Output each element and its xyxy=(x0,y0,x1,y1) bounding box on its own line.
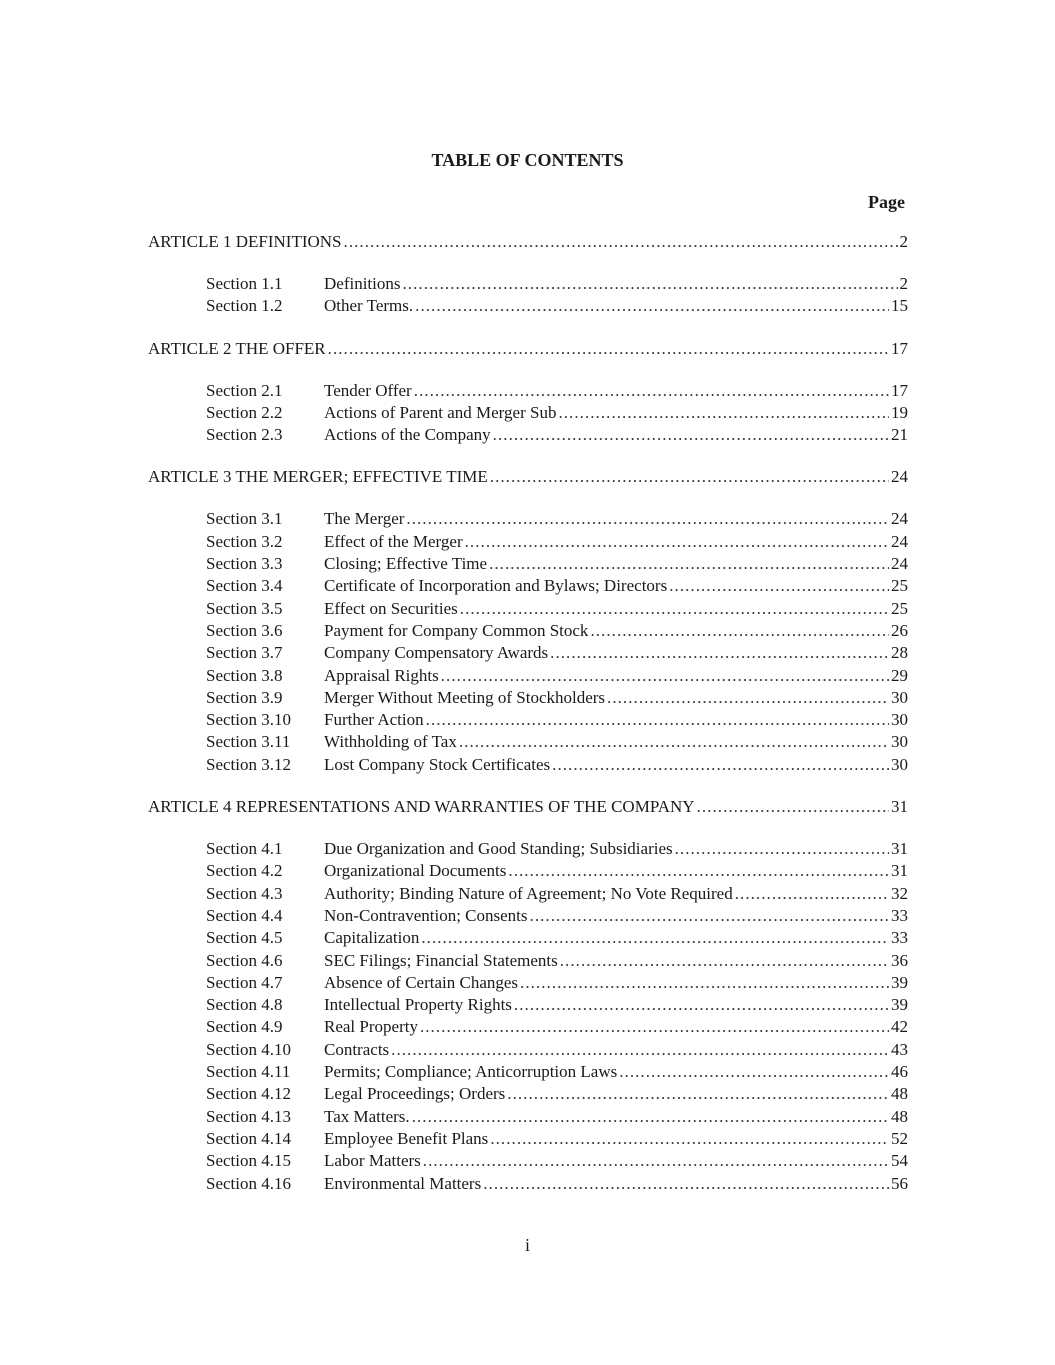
section-page-number: 25 xyxy=(891,598,908,618)
dot-leader xyxy=(441,666,889,686)
section-number: Section 3.7 xyxy=(206,643,283,663)
section-title: Environmental Matters xyxy=(324,1173,482,1193)
section-title: Permits; Compliance; Anticorruption Laws xyxy=(324,1062,618,1082)
toc-section-entry[interactable] xyxy=(206,1017,908,1039)
dot-leader xyxy=(552,755,889,775)
section-page-number: 31 xyxy=(891,839,908,859)
dot-leader xyxy=(619,1062,889,1082)
dot-leader xyxy=(465,532,889,552)
dot-leader xyxy=(328,339,889,359)
section-page-number: 36 xyxy=(891,950,908,970)
dot-leader xyxy=(697,797,889,817)
section-page-number: 39 xyxy=(891,972,908,992)
section-page-number: 56 xyxy=(891,1173,908,1193)
section-title: Actions of the Company xyxy=(324,425,491,445)
section-title: SEC Filings; Financial Statements xyxy=(324,950,558,970)
section-title: Absence of Certain Changes xyxy=(324,972,519,992)
toc-section-entry[interactable] xyxy=(206,1151,908,1173)
dot-leader xyxy=(508,861,889,881)
section-number: Section 3.4 xyxy=(206,576,283,596)
section-title: Intellectual Property Rights xyxy=(324,995,512,1015)
section-page-number: 25 xyxy=(891,576,908,596)
page-column-label: Page xyxy=(868,192,905,212)
section-page-number: 21 xyxy=(891,425,908,445)
toc-section-entry[interactable] xyxy=(206,906,908,928)
section-number: Section 2.3 xyxy=(206,425,283,445)
article-title: ARTICLE 4 REPRESENTATIONS AND WARRANTIES OF THE COMPANY xyxy=(148,797,695,817)
section-number: Section 4.16 xyxy=(206,1173,291,1193)
toc-section-entry[interactable] xyxy=(206,839,908,861)
section-number: Section 3.9 xyxy=(206,687,283,707)
section-number: Section 4.14 xyxy=(206,1128,291,1148)
toc-section-entry[interactable] xyxy=(206,425,908,447)
section-title: Contracts xyxy=(324,1039,390,1059)
article-page-number: 24 xyxy=(891,467,908,487)
toc-section-entry[interactable] xyxy=(206,928,908,950)
toc-section-entry[interactable] xyxy=(206,599,908,621)
section-number: Section 4.7 xyxy=(206,972,283,992)
dot-leader xyxy=(344,232,898,252)
section-title: Capitalization xyxy=(324,928,420,948)
dot-leader xyxy=(514,995,889,1015)
section-page-number: 15 xyxy=(891,296,908,316)
dot-leader xyxy=(675,839,889,859)
section-page-number: 33 xyxy=(891,928,908,948)
section-number: Section 4.15 xyxy=(206,1151,291,1171)
toc-heading: TABLE OF CONTENTS xyxy=(431,150,624,170)
section-number: Section 2.1 xyxy=(206,380,283,400)
dot-leader xyxy=(406,509,889,529)
section-number: Section 1.2 xyxy=(206,296,283,316)
section-page-number: 24 xyxy=(891,554,908,574)
section-title: Other Terms. xyxy=(324,296,414,316)
section-page-number: 48 xyxy=(891,1084,908,1104)
section-title: Certificate of Incorporation and Bylaws; Directors xyxy=(324,576,668,596)
dot-leader xyxy=(423,1151,889,1171)
section-number: Section 4.4 xyxy=(206,905,283,925)
dot-leader xyxy=(460,599,889,619)
toc-section-entry[interactable] xyxy=(206,296,908,318)
toc-section-entry[interactable] xyxy=(206,861,908,883)
toc-article-entry[interactable] xyxy=(148,797,908,821)
dot-leader xyxy=(414,381,889,401)
section-page-number: 33 xyxy=(891,905,908,925)
section-title: Tax Matters. xyxy=(324,1106,410,1126)
dot-leader xyxy=(530,906,889,926)
toc-section-entry[interactable] xyxy=(206,1040,908,1062)
section-page-number: 46 xyxy=(891,1062,908,1082)
toc-section-entry[interactable] xyxy=(206,576,908,598)
section-number: Section 3.2 xyxy=(206,531,283,551)
section-list xyxy=(0,274,1055,319)
section-number: Section 2.2 xyxy=(206,402,283,422)
dot-leader xyxy=(459,732,889,752)
section-number: Section 4.8 xyxy=(206,995,283,1015)
section-number: Section 3.3 xyxy=(206,554,283,574)
section-page-number: 30 xyxy=(891,687,908,707)
article-page-number: 2 xyxy=(899,232,908,251)
article-title: ARTICLE 2 THE OFFER xyxy=(148,338,326,358)
toc-section-entry[interactable] xyxy=(206,951,908,973)
section-title: Lost Company Stock Certificates xyxy=(324,754,551,774)
toc-section-entry[interactable] xyxy=(206,554,908,576)
toc-section-entry[interactable] xyxy=(206,710,908,732)
toc-section-entry[interactable] xyxy=(206,509,908,531)
section-title: Closing; Effective Time xyxy=(324,554,488,574)
dot-leader xyxy=(483,1174,889,1194)
dot-leader xyxy=(607,688,889,708)
dot-leader xyxy=(669,576,889,596)
section-title: The Merger xyxy=(324,509,405,529)
toc-section-entry[interactable] xyxy=(206,755,908,777)
toc-section-entry[interactable] xyxy=(206,532,908,554)
section-number: Section 4.3 xyxy=(206,883,283,903)
section-number: Section 4.2 xyxy=(206,861,283,881)
section-title: Legal Proceedings; Orders xyxy=(324,1084,506,1104)
article-page-number: 31 xyxy=(891,797,908,817)
section-page-number: 48 xyxy=(891,1106,908,1126)
section-title: Appraisal Rights xyxy=(324,665,439,685)
section-page-number: 26 xyxy=(891,620,908,640)
toc-section-entry[interactable] xyxy=(206,274,908,296)
section-number: Section 3.6 xyxy=(206,620,283,640)
section-title: Effect of the Merger xyxy=(324,531,463,551)
section-page-number: 31 xyxy=(891,861,908,881)
dot-leader xyxy=(735,884,889,904)
dot-leader xyxy=(493,425,889,445)
dot-leader xyxy=(507,1084,889,1104)
toc-article-entry[interactable] xyxy=(148,232,908,256)
dot-leader xyxy=(550,643,889,663)
dot-leader xyxy=(420,1017,889,1037)
section-number: Section 4.13 xyxy=(206,1106,291,1126)
section-title: Withholding of Tax xyxy=(324,732,457,752)
article-page-number: 17 xyxy=(891,338,908,358)
toc-section-entry[interactable] xyxy=(206,643,908,665)
toc-section-entry[interactable] xyxy=(206,403,908,425)
section-title: Due Organization and Good Standing; Subsidiaries xyxy=(324,839,673,859)
section-title: Merger Without Meeting of Stockholders xyxy=(324,687,606,707)
section-title: Labor Matters xyxy=(324,1151,421,1171)
section-title: Actions of Parent and Merger Sub xyxy=(324,402,557,422)
section-page-number: 43 xyxy=(891,1039,908,1059)
dot-leader xyxy=(415,296,889,316)
section-page-number: 24 xyxy=(891,509,908,529)
toc-section-entry[interactable] xyxy=(206,1129,908,1151)
toc-section-entry[interactable] xyxy=(206,1174,908,1196)
section-number: Section 3.11 xyxy=(206,732,291,752)
section-page-number: 30 xyxy=(891,754,908,774)
section-number: Section 4.5 xyxy=(206,928,283,948)
section-number: Section 3.1 xyxy=(206,509,283,529)
section-number: Section 3.10 xyxy=(206,710,291,730)
dot-leader xyxy=(558,403,889,423)
toc-article-entry[interactable] xyxy=(148,467,908,491)
dot-leader xyxy=(490,1129,889,1149)
dot-leader xyxy=(412,1107,889,1127)
section-number: Section 3.5 xyxy=(206,598,283,618)
section-number: Section 1.1 xyxy=(206,274,283,293)
toc-section-entry[interactable] xyxy=(206,1084,908,1106)
dot-leader xyxy=(391,1040,889,1060)
section-number: Section 3.12 xyxy=(206,754,291,774)
section-title: Definitions xyxy=(324,274,401,293)
section-page-number: 52 xyxy=(891,1128,908,1148)
dot-leader xyxy=(520,973,889,993)
section-number: Section 4.11 xyxy=(206,1062,291,1082)
toc-list xyxy=(0,232,1055,1216)
article-title: ARTICLE 1 DEFINITIONS xyxy=(148,232,342,251)
section-page-number: 39 xyxy=(891,995,908,1015)
section-list xyxy=(0,381,1055,448)
toc-article-entry[interactable] xyxy=(148,339,908,363)
section-page-number: 42 xyxy=(891,1017,908,1037)
footer-page-number: i xyxy=(524,1235,530,1255)
section-title: Real Property xyxy=(324,1017,418,1037)
section-title: Payment for Company Common Stock xyxy=(324,620,589,640)
section-title: Further Action xyxy=(324,710,424,730)
section-page-number: 30 xyxy=(891,710,908,730)
dot-leader xyxy=(403,274,898,294)
section-title: Tender Offer xyxy=(324,380,412,400)
section-number: Section 4.12 xyxy=(206,1084,291,1104)
toc-section-entry[interactable] xyxy=(206,621,908,643)
dot-leader xyxy=(590,621,889,641)
dot-leader xyxy=(421,928,889,948)
dot-leader xyxy=(426,710,889,730)
section-title: Organizational Documents xyxy=(324,861,507,881)
section-title: Non-Contravention; Consents xyxy=(324,905,528,925)
toc-section-entry[interactable] xyxy=(206,688,908,710)
section-title: Company Compensatory Awards xyxy=(324,643,549,663)
section-page-number: 54 xyxy=(891,1151,908,1171)
toc-section-entry[interactable] xyxy=(206,381,908,403)
section-page-number: 30 xyxy=(891,732,908,752)
section-number: Section 4.6 xyxy=(206,950,283,970)
section-page-number: 17 xyxy=(891,380,908,400)
section-list xyxy=(0,509,1055,777)
section-number: Section 4.1 xyxy=(206,839,283,859)
section-page-number: 2 xyxy=(899,274,908,293)
section-page-number: 24 xyxy=(891,531,908,551)
section-title: Effect on Securities xyxy=(324,598,458,618)
section-page-number: 32 xyxy=(891,883,908,903)
toc-section-entry[interactable] xyxy=(206,973,908,995)
toc-section-entry[interactable] xyxy=(206,666,908,688)
section-page-number: 19 xyxy=(891,402,908,422)
section-page-number: 28 xyxy=(891,643,908,663)
section-page-number: 29 xyxy=(891,665,908,685)
toc-section-entry[interactable] xyxy=(206,1107,908,1129)
section-number: Section 4.9 xyxy=(206,1017,283,1037)
toc-section-entry[interactable] xyxy=(206,1062,908,1084)
section-number: Section 3.8 xyxy=(206,665,283,685)
section-list xyxy=(0,839,1055,1196)
section-title: Authority; Binding Nature of Agreement; No Vote Required xyxy=(324,883,733,903)
dot-leader xyxy=(490,467,889,487)
dot-leader xyxy=(560,951,889,971)
toc-section-entry[interactable] xyxy=(206,995,908,1017)
toc-section-entry[interactable] xyxy=(206,884,908,906)
section-number: Section 4.10 xyxy=(206,1039,291,1059)
article-title: ARTICLE 3 THE MERGER; EFFECTIVE TIME xyxy=(148,467,488,487)
section-title: Employee Benefit Plans xyxy=(324,1128,489,1148)
dot-leader xyxy=(489,554,889,574)
toc-section-entry[interactable] xyxy=(206,732,908,754)
